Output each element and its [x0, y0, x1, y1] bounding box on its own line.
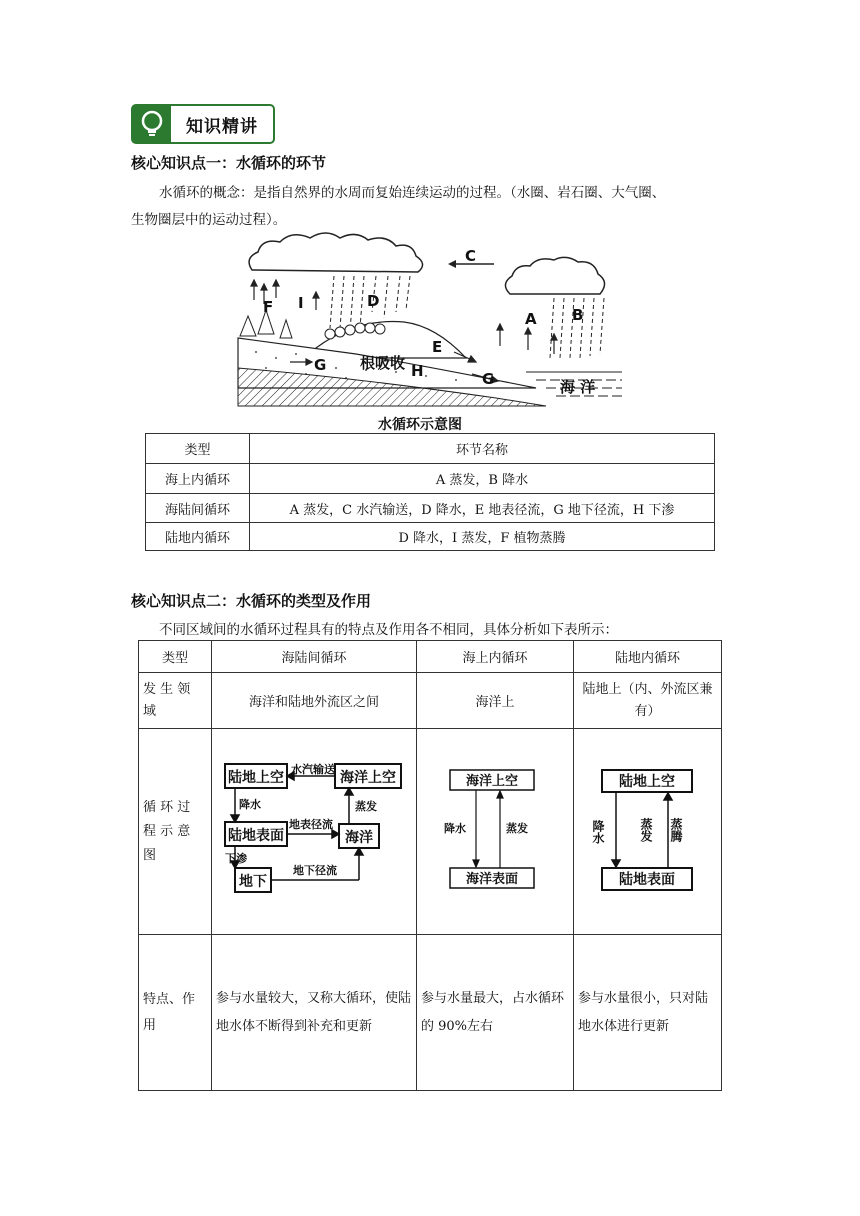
- t2-process-sea-land: [212, 729, 417, 935]
- section2-intro: 不同区域间的水循环过程具有的特点及作用各不相同，具体分析如下表所示：: [159, 622, 618, 638]
- t2-domain-sea-land: 海洋和陆地外流区之间: [212, 673, 417, 729]
- svg-text:蒸发: 蒸发: [638, 817, 653, 842]
- section1-paragraph-line1: 水循环的概念：是指自然界的水周而复始连续运动的过程。（水圈、岩石圈、大气圈、: [159, 185, 666, 201]
- svg-text:地下: 地下: [239, 873, 267, 890]
- label-h: H: [411, 362, 424, 380]
- lightbulb-icon: [133, 106, 171, 142]
- label-f: F: [263, 298, 274, 316]
- t2-domain-ocean: 海洋上: [417, 673, 574, 729]
- svg-text:海洋表面: 海洋表面: [465, 871, 519, 887]
- t2-process-land: [574, 729, 722, 935]
- t2-process-label: 循 环 过 程 示 意 图: [139, 729, 212, 935]
- diagram-sea-land-cycle: [221, 760, 407, 900]
- diagram-land-cycle: [590, 768, 698, 892]
- svg-text:降水: 降水: [444, 821, 466, 835]
- label-e: E: [432, 338, 443, 356]
- t2-header-ocean: 海上内循环: [417, 641, 574, 673]
- t2-header-type: 类型: [139, 641, 212, 673]
- t2-domain-land: 陆地上（内、外流区兼有）: [574, 673, 722, 729]
- t1-row3-steps: D 降水，I 蒸发，F 植物蒸腾: [250, 523, 715, 551]
- t1-row1-type: 海上内循环: [146, 464, 250, 494]
- t2-feature-sea-land: 参与水量较大，又称大循环，使陆地水体不断得到补充和更新: [212, 935, 417, 1091]
- water-cycle-figure: [236, 228, 626, 410]
- t1-row3-type: 陆地内循环: [146, 523, 250, 551]
- label-a: A: [525, 310, 537, 328]
- section2-heading: 核心知识点二：水循环的类型及作用: [131, 592, 372, 610]
- cycle-steps-table: [145, 433, 715, 551]
- t2-header-land: 陆地内循环: [574, 641, 722, 673]
- t2-feature-ocean: 参与水量最大，占水循环的 90%左右: [417, 935, 574, 1091]
- label-g2: G: [482, 370, 495, 388]
- t1-header-type: 类型: [146, 434, 250, 464]
- svg-text:海洋上空: 海洋上空: [340, 769, 396, 786]
- svg-text:海洋: 海洋: [345, 829, 373, 846]
- svg-text:蒸发: 蒸发: [355, 799, 377, 813]
- t2-header-sea-land: 海陆间循环: [212, 641, 417, 673]
- label-sea: 海 洋: [560, 378, 596, 396]
- right-cloud: [505, 257, 604, 294]
- t2-process-ocean: [417, 729, 574, 935]
- svg-text:蒸腾: 蒸腾: [668, 817, 683, 842]
- svg-text:海洋上空: 海洋上空: [465, 773, 519, 789]
- t1-row2-steps: A 蒸发，C 水汽输送，D 降水，E 地表径流，G 地下径流，H 下渗: [250, 494, 715, 523]
- t1-header-steps: 环节名称: [250, 434, 715, 464]
- svg-text:陆地表面: 陆地表面: [228, 827, 284, 844]
- section1-paragraph-line2: 生物圈层中的运动过程）。: [131, 212, 287, 228]
- left-cloud: [249, 233, 422, 272]
- label-b: B: [572, 306, 584, 324]
- svg-text:蒸发: 蒸发: [506, 821, 528, 835]
- label-c: C: [465, 247, 477, 265]
- badge-title: 知识精讲: [186, 116, 258, 137]
- t2-domain-label: 发 生 领 域: [139, 673, 212, 729]
- section-badge: [131, 104, 275, 144]
- label-d: D: [367, 292, 380, 310]
- t2-feature-label: 特点、作用: [139, 935, 212, 1091]
- svg-text:陆地表面: 陆地表面: [618, 871, 675, 888]
- label-i: I: [298, 294, 304, 312]
- svg-text:降水: 降水: [239, 797, 261, 811]
- figure-caption: 水循环示意图: [378, 417, 462, 433]
- section1-heading: 核心知识点一：水循环的环节: [131, 154, 327, 172]
- svg-text:陆地上空: 陆地上空: [228, 769, 284, 786]
- t1-row2-type: 海陆间循环: [146, 494, 250, 523]
- cycle-types-table: [138, 640, 722, 1091]
- land-rain-label: 降水: [590, 819, 605, 844]
- label-root: 根吸收: [360, 354, 406, 372]
- svg-text:地表径流: 地表径流: [289, 817, 333, 831]
- t1-row1-steps: A 蒸发，B 降水: [250, 464, 715, 494]
- t2-feature-land: 参与水量很小，只对陆地水体进行更新: [574, 935, 722, 1091]
- label-g1: G: [314, 356, 327, 374]
- svg-text:下渗: 下渗: [225, 851, 247, 865]
- diagram-ocean-cycle: [440, 768, 550, 892]
- svg-text:陆地上空: 陆地上空: [618, 773, 675, 790]
- svg-text:水汽输送: 水汽输送: [291, 762, 335, 776]
- svg-text:地下径流: 地下径流: [293, 863, 337, 877]
